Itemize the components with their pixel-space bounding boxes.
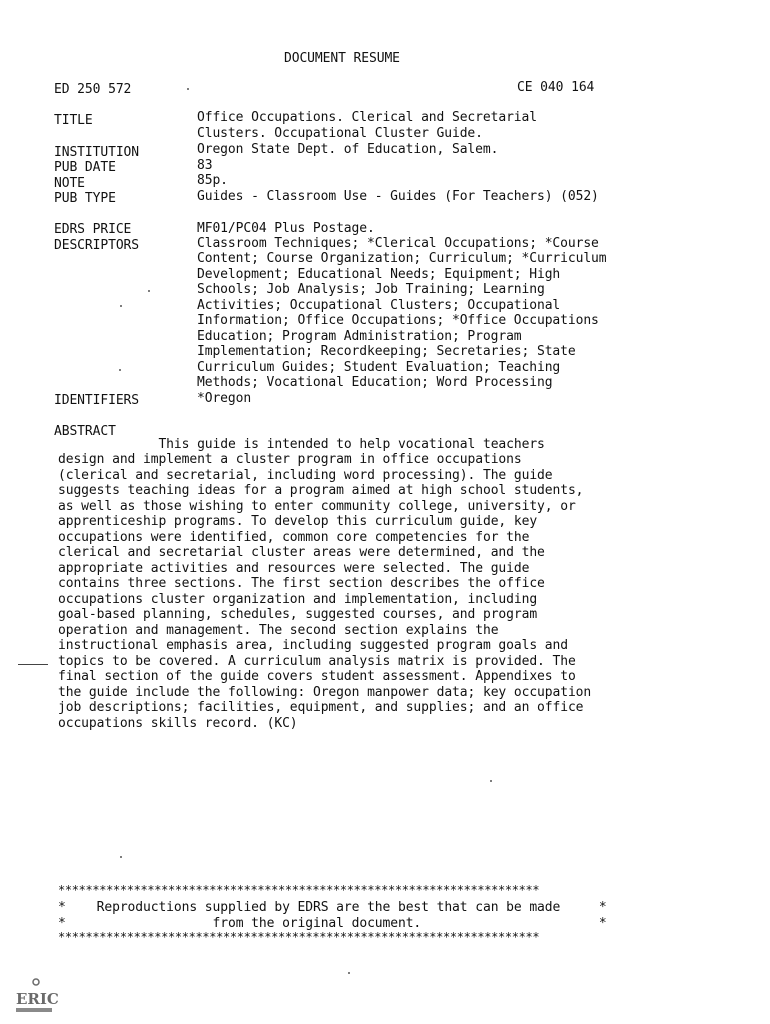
descriptors-line: Methods; Vocational Education; Word Processing [197, 375, 553, 390]
descriptors-line: Activities; Occupational Clusters; Occupational [197, 298, 561, 313]
scan-speck [119, 369, 121, 371]
abstract-line: as well as those wishing to enter community college, university, or [58, 499, 576, 514]
abstract-line: topics to be covered. A curriculum analysis matrix is provided. The [58, 654, 576, 669]
identifiers-value: *Oregon [197, 391, 252, 406]
scan-speck [187, 88, 189, 90]
title-value-line: Office Occupations. Clerical and Secretarial [197, 110, 537, 125]
abstract-line: appropriate activities and resources were selected. The guide [58, 561, 530, 576]
ed-number: ED 250 572 [54, 82, 132, 97]
abstract-line: instructional emphasis area, including suggested program goals and [58, 638, 568, 653]
abstract-line: final section of the guide covers student assessment. Appendixes to [58, 669, 576, 684]
abstract-line: job descriptions; facilities, equipment, and supplies; and an office [58, 700, 584, 715]
abstract-line: (clerical and secretarial, including word processing). The guide [58, 468, 553, 483]
scan-speck [120, 305, 122, 307]
note-value: 85p. [197, 173, 228, 188]
ce-number: CE 040 164 [517, 80, 595, 95]
scan-speck [490, 780, 492, 782]
scan-speck [120, 856, 122, 858]
pub-type-value: Guides - Classroom Use - Guides (For Teachers) (052) [197, 189, 599, 204]
descriptors-line: Schools; Job Analysis; Job Training; Learning [197, 282, 545, 297]
abstract-line: occupations skills record. (KC) [58, 716, 298, 731]
descriptors-line: Content; Course Organization; Curriculum; *Curriculum [197, 251, 607, 266]
scan-speck [348, 972, 350, 974]
abstract-line: apprenticeship programs. To develop this curriculum guide, key [58, 514, 538, 529]
footer-line: * Reproductions supplied by EDRS are the best that can be made * [58, 900, 607, 915]
descriptors-line: Curriculum Guides; Student Evaluation; Teaching [197, 360, 561, 375]
descriptors-line: Information; Office Occupations; *Office Occupations [197, 313, 599, 328]
abstract-line: clerical and secretarial cluster areas were determined, and the [58, 545, 545, 560]
edrs-price-label: EDRS PRICE [54, 222, 132, 237]
abstract-line: This guide is intended to help vocational teachers [58, 437, 545, 452]
descriptors-label: DESCRIPTORS [54, 238, 139, 253]
institution-value: Oregon State Dept. of Education, Salem. [197, 142, 499, 157]
pub-date-value: 83 [197, 158, 213, 173]
identifiers-label: IDENTIFIERS [54, 393, 139, 408]
abstract-line: suggests teaching ideas for a program aimed at high school students, [58, 483, 584, 498]
title-label: TITLE [54, 113, 93, 128]
abstract-line: goal-based planning, schedules, suggested courses, and program [58, 607, 538, 622]
footer-star-border-bottom: ********************************************************************** [58, 930, 540, 944]
title-value-line: Clusters. Occupational Cluster Guide. [197, 126, 483, 141]
eric-logo [14, 978, 59, 1016]
abstract-line: design and implement a cluster program in office occupations [58, 452, 522, 467]
descriptors-line: Classroom Techniques; *Clerical Occupations; *Course [197, 236, 599, 251]
edrs-price-value: MF01/PC04 Plus Postage. [197, 221, 375, 236]
footer-line: * from the original document. * [58, 916, 607, 931]
abstract-line: occupations were identified, common core competencies for the [58, 530, 530, 545]
document-heading: DOCUMENT RESUME [284, 51, 400, 66]
descriptors-line: Education; Program Administration; Program [197, 329, 522, 344]
pub-type-label: PUB TYPE [54, 191, 116, 206]
abstract-line: operation and management. The second section explains the [58, 623, 499, 638]
descriptors-line: Development; Educational Needs; Equipment; High [197, 267, 561, 282]
scan-speck [148, 290, 150, 292]
footer-star-border-top: ********************************************************************** [58, 883, 540, 897]
abstract-line: occupations cluster organization and implementation, including [58, 592, 538, 607]
scan-mark [18, 664, 48, 665]
pub-date-label: PUB DATE [54, 160, 116, 175]
svg-text:ERIC: ERIC [16, 990, 59, 1008]
institution-label: INSTITUTION [54, 145, 139, 160]
note-label: NOTE [54, 176, 85, 191]
abstract-line: contains three sections. The first section describes the office [58, 576, 545, 591]
abstract-line: the guide include the following: Oregon manpower data; key occupation [58, 685, 592, 700]
abstract-label: ABSTRACT [54, 424, 116, 439]
descriptors-line: Implementation; Recordkeeping; Secretaries; State [197, 344, 576, 359]
